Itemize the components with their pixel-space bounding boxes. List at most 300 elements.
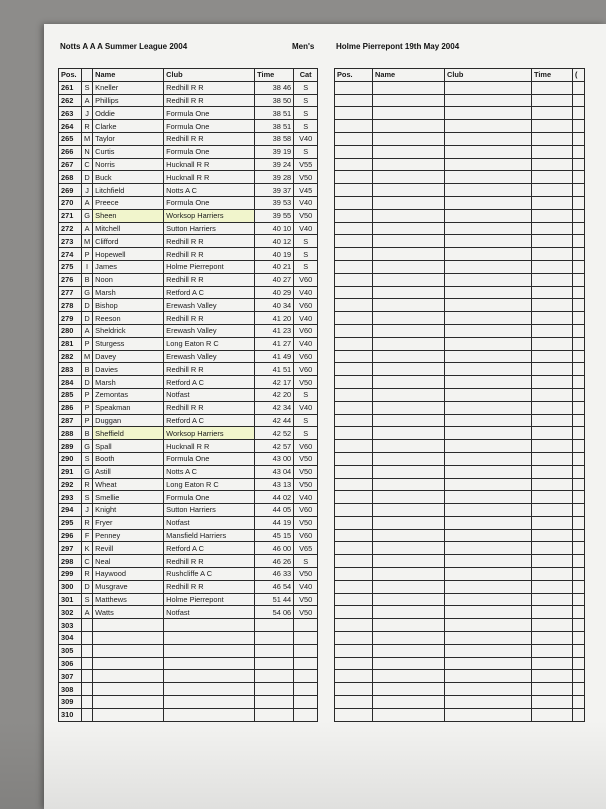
table-row [59, 657, 318, 670]
club-cell: Retford A C [164, 542, 255, 555]
club-cell: Hucknall R R [164, 158, 255, 171]
cat-cell [573, 158, 585, 171]
table-row [335, 529, 585, 542]
name-cell [373, 145, 445, 158]
club-cell: Notts A C [164, 184, 255, 197]
pos-cell [335, 516, 373, 529]
pos-cell: 304 [59, 632, 82, 645]
initial-cell: M [82, 235, 93, 248]
club-cell [445, 312, 532, 325]
cat-cell: V40 [294, 580, 318, 593]
club-cell: Redhill R R [164, 94, 255, 107]
time-cell: 40 29 [255, 286, 294, 299]
name-cell [373, 491, 445, 504]
name-cell: Taylor [93, 132, 164, 145]
pos-cell: 307 [59, 670, 82, 683]
time-cell: 39 53 [255, 196, 294, 209]
name-cell [373, 555, 445, 568]
time-cell [255, 683, 294, 696]
name-cell [373, 593, 445, 606]
initial-cell: S [82, 491, 93, 504]
time-cell [532, 286, 573, 299]
pos-cell [335, 452, 373, 465]
pos-cell [335, 401, 373, 414]
pos-cell [335, 580, 373, 593]
name-cell: Norris [93, 158, 164, 171]
club-cell [445, 440, 532, 453]
club-cell [445, 593, 532, 606]
name-cell [93, 657, 164, 670]
pos-cell: 308 [59, 683, 82, 696]
pos-cell: 277 [59, 286, 82, 299]
table-row [59, 145, 318, 158]
table-row [335, 120, 585, 133]
name-cell [373, 286, 445, 299]
club-cell: Long Eaton R C [164, 337, 255, 350]
club-cell: Redhill R R [164, 363, 255, 376]
club-cell: Formula One [164, 196, 255, 209]
table-row [59, 273, 318, 286]
cat-header: Cat [294, 69, 318, 82]
time-cell [532, 708, 573, 721]
cat-cell [573, 324, 585, 337]
pos-cell: 301 [59, 593, 82, 606]
club-cell: Retford A C [164, 414, 255, 427]
name-cell: Sheen [93, 209, 164, 222]
club-cell: Formula One [164, 145, 255, 158]
pos-cell: 285 [59, 388, 82, 401]
pos-cell [335, 478, 373, 491]
name-cell [373, 478, 445, 491]
initial-cell: R [82, 120, 93, 133]
initial-cell: N [82, 145, 93, 158]
club-cell [445, 478, 532, 491]
initial-cell [82, 657, 93, 670]
club-cell [445, 120, 532, 133]
time-cell [532, 107, 573, 120]
name-cell: Wheat [93, 478, 164, 491]
cat-cell [573, 81, 585, 94]
initial-cell: A [82, 324, 93, 337]
table-row [59, 120, 318, 133]
table-row [59, 376, 318, 389]
time-cell: 40 10 [255, 222, 294, 235]
cat-cell: S [294, 81, 318, 94]
time-cell [532, 529, 573, 542]
name-cell: Penney [93, 529, 164, 542]
time-cell: 42 20 [255, 388, 294, 401]
initial-cell: A [82, 196, 93, 209]
cat-cell: S [294, 260, 318, 273]
club-cell: Formula One [164, 491, 255, 504]
time-cell [532, 504, 573, 517]
name-cell [373, 363, 445, 376]
cat-cell: V50 [294, 465, 318, 478]
club-cell: Redhill R R [164, 132, 255, 145]
table-row [59, 363, 318, 376]
table-row [59, 516, 318, 529]
initial-cell: P [82, 388, 93, 401]
name-cell [373, 401, 445, 414]
club-cell [445, 260, 532, 273]
pos-cell: 278 [59, 299, 82, 312]
pos-cell [335, 196, 373, 209]
table-row [59, 606, 318, 619]
pos-cell [335, 363, 373, 376]
pos-cell [335, 606, 373, 619]
pos-cell: 289 [59, 440, 82, 453]
time-cell [255, 632, 294, 645]
table-row [335, 158, 585, 171]
pos-cell: 266 [59, 145, 82, 158]
name-cell [373, 171, 445, 184]
table-row [335, 401, 585, 414]
table-row [59, 593, 318, 606]
club-cell [445, 209, 532, 222]
table-row [335, 184, 585, 197]
name-cell [373, 299, 445, 312]
pos-cell: 310 [59, 708, 82, 721]
club-cell [445, 337, 532, 350]
club-cell [445, 657, 532, 670]
initial-cell [82, 670, 93, 683]
name-cell [93, 632, 164, 645]
initial-cell: B [82, 427, 93, 440]
pos-cell [335, 120, 373, 133]
cat-cell: V40 [294, 491, 318, 504]
time-cell [532, 209, 573, 222]
time-cell [532, 555, 573, 568]
initial-cell: K [82, 542, 93, 555]
time-cell [532, 235, 573, 248]
time-cell: 40 19 [255, 248, 294, 261]
club-cell [445, 158, 532, 171]
pos-cell [335, 529, 373, 542]
name-cell [93, 683, 164, 696]
cat-cell [573, 414, 585, 427]
initial-cell: A [82, 606, 93, 619]
pos-cell: 293 [59, 491, 82, 504]
table-row [335, 312, 585, 325]
time-cell: 45 15 [255, 529, 294, 542]
name-cell: Fryer [93, 516, 164, 529]
initial-cell: D [82, 299, 93, 312]
name-cell: Phillips [93, 94, 164, 107]
name-cell [373, 388, 445, 401]
club-cell [164, 619, 255, 632]
cat-cell [573, 94, 585, 107]
cat-cell [573, 696, 585, 709]
cat-cell [573, 606, 585, 619]
name-header: Name [373, 69, 445, 82]
table-row [59, 388, 318, 401]
club-cell [445, 580, 532, 593]
table-row [335, 670, 585, 683]
time-cell: 39 28 [255, 171, 294, 184]
table-row [59, 196, 318, 209]
cat-cell [294, 683, 318, 696]
name-cell [373, 465, 445, 478]
table-row [59, 478, 318, 491]
name-cell: Watts [93, 606, 164, 619]
initial-cell: C [82, 555, 93, 568]
cat-cell: V40 [294, 286, 318, 299]
pos-cell: 303 [59, 619, 82, 632]
club-cell: Notfast [164, 606, 255, 619]
table-row [335, 196, 585, 209]
time-cell [532, 350, 573, 363]
time-cell [532, 363, 573, 376]
name-cell [373, 414, 445, 427]
time-cell [532, 670, 573, 683]
club-cell [164, 708, 255, 721]
time-cell [532, 132, 573, 145]
cat-cell [573, 619, 585, 632]
pos-cell [335, 222, 373, 235]
cat-cell: V60 [294, 440, 318, 453]
name-cell [373, 606, 445, 619]
table-row [335, 568, 585, 581]
cat-cell: S [294, 388, 318, 401]
name-cell [373, 568, 445, 581]
name-cell [373, 324, 445, 337]
pos-cell: 274 [59, 248, 82, 261]
club-cell [445, 619, 532, 632]
time-cell [255, 657, 294, 670]
pos-cell: 298 [59, 555, 82, 568]
initial-cell: P [82, 248, 93, 261]
table-row [59, 286, 318, 299]
cat-cell [573, 683, 585, 696]
club-cell [164, 696, 255, 709]
time-cell [255, 696, 294, 709]
pos-cell: 269 [59, 184, 82, 197]
time-cell: 38 51 [255, 107, 294, 120]
time-cell: 42 44 [255, 414, 294, 427]
pos-cell [335, 209, 373, 222]
name-cell: Reeson [93, 312, 164, 325]
club-cell [445, 376, 532, 389]
time-cell: 38 58 [255, 132, 294, 145]
pos-cell: 288 [59, 427, 82, 440]
name-cell [373, 670, 445, 683]
time-cell [532, 683, 573, 696]
cat-cell: S [294, 555, 318, 568]
time-cell: 51 44 [255, 593, 294, 606]
table-row [59, 568, 318, 581]
table-row [335, 542, 585, 555]
club-cell [445, 414, 532, 427]
cat-cell [573, 504, 585, 517]
table-row [59, 81, 318, 94]
table-row [59, 350, 318, 363]
cat-cell [573, 376, 585, 389]
pos-cell [335, 107, 373, 120]
cat-cell: V50 [294, 171, 318, 184]
table-row [59, 683, 318, 696]
cat-cell [573, 427, 585, 440]
cat-cell: S [294, 235, 318, 248]
header-row [59, 69, 318, 82]
time-header: Time [532, 69, 573, 82]
name-cell: Sturgess [93, 337, 164, 350]
pos-cell [335, 440, 373, 453]
time-cell [532, 491, 573, 504]
pos-cell [335, 632, 373, 645]
name-cell [93, 644, 164, 657]
cat-cell [573, 708, 585, 721]
table-row [59, 209, 318, 222]
time-cell [532, 414, 573, 427]
name-cell: Spall [93, 440, 164, 453]
pos-cell: 287 [59, 414, 82, 427]
cat-cell [573, 235, 585, 248]
time-cell [532, 440, 573, 453]
pos-cell [335, 593, 373, 606]
time-header: Time [255, 69, 294, 82]
club-cell: Redhill R R [164, 555, 255, 568]
time-cell [532, 606, 573, 619]
club-cell: Long Eaton R C [164, 478, 255, 491]
club-cell [445, 683, 532, 696]
pos-cell [335, 299, 373, 312]
pos-cell [335, 235, 373, 248]
pos-cell: 270 [59, 196, 82, 209]
initial-cell: J [82, 504, 93, 517]
table-row [59, 708, 318, 721]
name-cell: Davies [93, 363, 164, 376]
club-cell [445, 465, 532, 478]
pos-cell [335, 683, 373, 696]
club-cell [164, 670, 255, 683]
initial-cell: J [82, 184, 93, 197]
cat-cell: S [294, 94, 318, 107]
name-cell: Booth [93, 452, 164, 465]
time-cell [532, 619, 573, 632]
table-row [335, 619, 585, 632]
club-cell [445, 171, 532, 184]
cat-cell [573, 299, 585, 312]
time-cell: 40 12 [255, 235, 294, 248]
table-row [335, 235, 585, 248]
time-cell: 39 55 [255, 209, 294, 222]
club-cell [445, 555, 532, 568]
club-cell: Holme Pierrepont [164, 260, 255, 273]
time-cell [532, 158, 573, 171]
club-cell [445, 632, 532, 645]
cat-cell: V40 [294, 337, 318, 350]
table-row [335, 376, 585, 389]
name-cell [373, 273, 445, 286]
table-row [59, 235, 318, 248]
cat-cell [573, 542, 585, 555]
club-cell [445, 504, 532, 517]
time-cell: 42 34 [255, 401, 294, 414]
cat-cell: V40 [294, 312, 318, 325]
initial-cell [82, 644, 93, 657]
initial-cell: D [82, 376, 93, 389]
table-row [335, 299, 585, 312]
club-cell: Erewash Valley [164, 350, 255, 363]
cat-cell [573, 273, 585, 286]
cat-cell: S [294, 248, 318, 261]
pos-cell: 294 [59, 504, 82, 517]
pos-cell: 309 [59, 696, 82, 709]
club-cell [445, 299, 532, 312]
name-cell [373, 516, 445, 529]
initial-cell: P [82, 337, 93, 350]
time-cell [255, 644, 294, 657]
cat-cell [573, 644, 585, 657]
cat-cell [573, 196, 585, 209]
cat-cell: V40 [294, 196, 318, 209]
name-cell [373, 376, 445, 389]
club-cell: Mansfield Harriers [164, 529, 255, 542]
pos-cell: 271 [59, 209, 82, 222]
club-cell: Holme Pierrepont [164, 593, 255, 606]
name-cell [373, 529, 445, 542]
initial-cell [82, 632, 93, 645]
club-cell: Redhill R R [164, 235, 255, 248]
table-row [59, 670, 318, 683]
cat-cell [573, 465, 585, 478]
club-cell [445, 427, 532, 440]
name-cell: Neal [93, 555, 164, 568]
initial-cell: C [82, 158, 93, 171]
table-row [335, 350, 585, 363]
club-cell [445, 107, 532, 120]
initial-cell: D [82, 580, 93, 593]
cat-cell: V50 [294, 593, 318, 606]
pos-cell [335, 273, 373, 286]
name-cell: Sheffield [93, 427, 164, 440]
club-cell: Worksop Harriers [164, 427, 255, 440]
pos-cell: 262 [59, 94, 82, 107]
pos-cell [335, 427, 373, 440]
pos-cell [335, 619, 373, 632]
cat-cell [573, 478, 585, 491]
pos-cell: 292 [59, 478, 82, 491]
time-cell: 42 52 [255, 427, 294, 440]
time-cell [532, 337, 573, 350]
name-cell: Speakman [93, 401, 164, 414]
name-cell [373, 427, 445, 440]
cat-cell: S [294, 145, 318, 158]
cat-cell: V50 [294, 568, 318, 581]
name-cell: Clarke [93, 120, 164, 133]
cat-cell: V50 [294, 452, 318, 465]
name-cell [373, 632, 445, 645]
name-cell [373, 580, 445, 593]
pos-cell: 272 [59, 222, 82, 235]
pos-cell: 302 [59, 606, 82, 619]
time-cell: 54 06 [255, 606, 294, 619]
results-table-right [334, 68, 585, 722]
name-cell: Mitchell [93, 222, 164, 235]
time-cell: 40 27 [255, 273, 294, 286]
cat-cell [573, 568, 585, 581]
pos-cell [335, 644, 373, 657]
initial-cell: S [82, 81, 93, 94]
club-cell: Rushcliffe A C [164, 568, 255, 581]
name-cell [373, 209, 445, 222]
cat-cell [294, 632, 318, 645]
cat-cell [573, 657, 585, 670]
name-cell [373, 542, 445, 555]
table-row [59, 465, 318, 478]
club-cell: Formula One [164, 107, 255, 120]
club-cell: Formula One [164, 120, 255, 133]
